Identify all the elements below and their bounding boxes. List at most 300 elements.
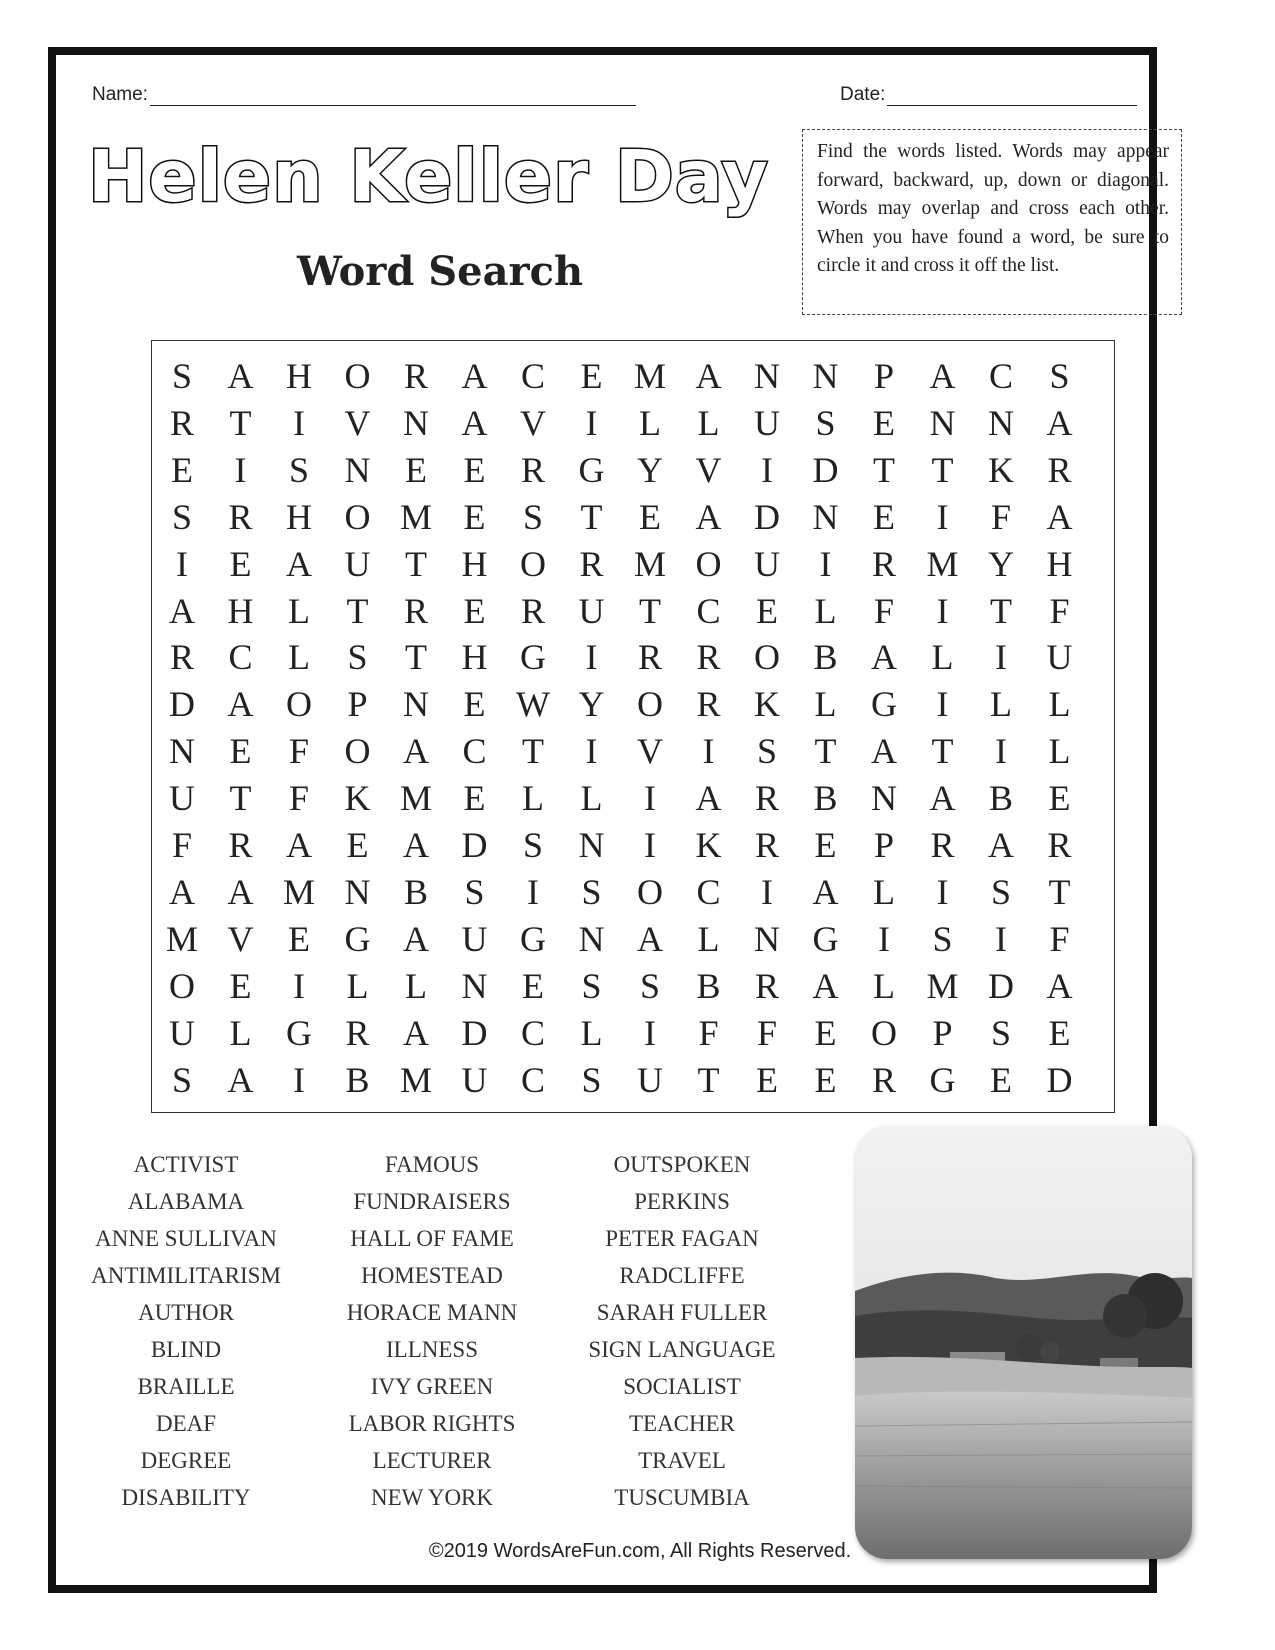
grid-letter[interactable]: I xyxy=(761,449,773,490)
grid-letter[interactable]: G xyxy=(520,637,546,678)
grid-letter[interactable]: N xyxy=(403,684,429,725)
grid-letter[interactable]: N xyxy=(812,356,839,396)
grid-letter[interactable]: S xyxy=(288,449,310,490)
grid-letter[interactable]: G xyxy=(871,684,897,725)
grid-letter[interactable]: I xyxy=(644,1012,656,1053)
grid-letter[interactable]: N xyxy=(169,731,195,772)
grid-letter[interactable]: I xyxy=(936,590,949,631)
grid-letter[interactable]: G xyxy=(344,918,371,959)
grid-letter[interactable]: L xyxy=(1048,684,1071,725)
grid-letter[interactable]: O xyxy=(169,965,195,1006)
grid-letter[interactable]: P xyxy=(347,684,368,725)
date-label: Date: xyxy=(840,84,886,105)
word-item: HALL OF FAME xyxy=(350,1226,514,1251)
grid-letter[interactable]: A xyxy=(695,778,722,819)
grid-letter[interactable]: T xyxy=(522,731,544,772)
grid-letter[interactable]: H xyxy=(461,637,488,678)
grid-letter[interactable]: A xyxy=(695,356,722,396)
grid-letter[interactable]: T xyxy=(1048,871,1071,912)
grid-letter[interactable]: O xyxy=(637,871,663,912)
grid-letter[interactable]: C xyxy=(520,356,545,396)
copyright-text: ©2019 WordsAreFun.com, All Rights Reserved. xyxy=(428,1540,852,1562)
grid-letter[interactable]: L xyxy=(873,871,895,912)
word-item: SIGN LANGUAGE xyxy=(588,1337,776,1362)
grid-letter[interactable]: A xyxy=(988,825,1014,865)
grid-letter[interactable]: B xyxy=(345,1059,370,1100)
grid-letter[interactable]: U xyxy=(754,543,780,584)
grid-letter[interactable]: L xyxy=(931,637,954,678)
grid-letter[interactable]: V xyxy=(637,731,663,772)
grid-letter[interactable]: A xyxy=(929,356,956,396)
word-list-column-3 xyxy=(562,1146,802,1516)
grid-letter[interactable]: L xyxy=(288,637,310,678)
grid-letter[interactable]: C xyxy=(520,1012,545,1053)
word-item: NEW YORK xyxy=(370,1485,494,1510)
grid-letter[interactable]: E xyxy=(1048,778,1071,819)
grid-letter[interactable]: H xyxy=(286,356,312,396)
grid-letter[interactable]: T xyxy=(639,590,661,631)
grid-letter[interactable]: A xyxy=(461,356,488,396)
word-item: PETER FAGAN xyxy=(605,1226,759,1251)
grid-letter[interactable]: P xyxy=(873,825,895,865)
grid-letter[interactable]: L xyxy=(873,965,895,1006)
word-item: SOCIALIST xyxy=(623,1374,741,1399)
grid-letter[interactable]: R xyxy=(696,684,721,725)
word-item: ILLNESS xyxy=(386,1337,478,1362)
grid-letter[interactable]: T xyxy=(229,778,252,819)
grid-letter[interactable]: N xyxy=(578,825,605,865)
grid-letter[interactable]: V xyxy=(520,402,546,443)
grid-letter[interactable]: S xyxy=(815,402,836,443)
grid-letter[interactable]: T xyxy=(405,637,427,678)
word-item: PERKINS xyxy=(634,1189,730,1214)
grid-letter[interactable]: A xyxy=(871,731,897,772)
grid-letter[interactable]: L xyxy=(697,402,720,443)
word-list-column-2 xyxy=(312,1146,552,1516)
grid-letter[interactable]: R xyxy=(637,637,662,678)
grid-letter[interactable]: E xyxy=(171,449,193,490)
word-item: SARAH FULLER xyxy=(596,1300,768,1325)
grid-letter[interactable]: T xyxy=(580,496,603,537)
word-item: AUTHOR xyxy=(138,1300,234,1325)
grid-letter[interactable]: E xyxy=(814,1059,837,1100)
grid-letter[interactable]: B xyxy=(403,871,428,912)
grid-letter[interactable]: O xyxy=(344,496,371,537)
grid-letter[interactable]: R xyxy=(1047,825,1072,865)
grid-letter[interactable]: D xyxy=(812,449,839,490)
grid-letter[interactable]: U xyxy=(461,918,488,959)
grid-letter[interactable]: A xyxy=(929,778,956,819)
grid-letter[interactable]: E xyxy=(463,496,486,537)
word-item: TRAVEL xyxy=(638,1448,726,1473)
grid-letter[interactable]: A xyxy=(286,825,312,865)
grid-letter[interactable]: R xyxy=(754,965,779,1006)
word-item: FUNDRAISERS xyxy=(353,1189,511,1214)
grid-letter[interactable]: E xyxy=(756,590,778,631)
grid-letter[interactable]: E xyxy=(463,590,486,631)
grid-letter[interactable]: O xyxy=(637,684,663,725)
grid-letter[interactable]: D xyxy=(461,825,488,865)
word-item: OUTSPOKEN xyxy=(613,1152,751,1177)
word-item: LECTURER xyxy=(372,1448,492,1473)
grid-letter[interactable]: E xyxy=(814,1012,837,1053)
grid-letter[interactable]: L xyxy=(580,778,603,819)
grid-letter[interactable]: R xyxy=(169,637,194,678)
grid-letter[interactable]: M xyxy=(282,871,315,912)
word-search-grid[interactable] xyxy=(151,340,1115,1113)
grid-letter[interactable]: E xyxy=(873,402,895,443)
grid-letter[interactable]: A xyxy=(227,684,254,725)
grid-letter[interactable]: L xyxy=(990,684,1012,725)
grid-letter[interactable]: U xyxy=(461,1059,488,1100)
grid-letter[interactable]: R xyxy=(345,1012,370,1053)
grid-letter[interactable]: F xyxy=(1049,590,1070,631)
grid-letter[interactable]: R xyxy=(871,1059,896,1100)
grid-letter[interactable]: A xyxy=(812,965,839,1006)
word-item: TEACHER xyxy=(628,1411,736,1436)
grid-letter[interactable]: F xyxy=(698,1012,719,1053)
grid-letter[interactable]: N xyxy=(344,871,371,912)
grid-letter[interactable]: A xyxy=(1046,965,1073,1006)
grid-letter[interactable]: E xyxy=(990,1059,1012,1100)
grid-letter[interactable]: N xyxy=(929,402,956,443)
grid-letter[interactable]: M xyxy=(633,356,666,396)
grid-letter[interactable]: E xyxy=(229,965,252,1006)
grid-letter[interactable]: A xyxy=(871,637,897,678)
grid-letter[interactable]: R xyxy=(754,778,779,819)
grid-letter[interactable]: I xyxy=(995,731,1007,772)
grid-letter[interactable]: U xyxy=(578,590,605,631)
grid-letter[interactable]: I xyxy=(585,731,598,772)
grid-letter[interactable]: E xyxy=(1048,1012,1071,1053)
grid-letter[interactable]: E xyxy=(639,496,661,537)
grid-letter[interactable]: W xyxy=(516,684,550,725)
grid-letter[interactable]: I xyxy=(293,1059,305,1100)
grid-letter[interactable]: I xyxy=(819,543,832,584)
grid-letter[interactable]: C xyxy=(462,731,487,772)
name-label: Name: xyxy=(92,84,148,105)
grid-letter[interactable]: I xyxy=(702,731,715,772)
grid-letter[interactable]: A xyxy=(695,496,722,537)
grid-letter[interactable]: O xyxy=(344,731,371,772)
grid-letter[interactable]: V xyxy=(227,918,254,959)
word-item: ANNE SULLIVAN xyxy=(95,1226,277,1251)
grid-letter[interactable]: E xyxy=(463,449,486,490)
grid-letter[interactable]: F xyxy=(756,1012,778,1053)
grid-letter[interactable]: S xyxy=(932,918,953,959)
grid-letter[interactable]: K xyxy=(344,778,371,819)
grid-letter[interactable]: M xyxy=(926,543,959,584)
grid-letter[interactable]: K xyxy=(988,449,1014,490)
grid-letter[interactable]: S xyxy=(756,731,778,772)
grid-letter[interactable]: H xyxy=(286,496,312,537)
grid-letter[interactable]: A xyxy=(461,402,488,443)
grid-letter[interactable]: N xyxy=(754,356,780,396)
instructions-box: Find the words listed. Words may appear forward, backward, up, down or diagonal. Words may overlap and cross each other. When you have found a word, be sure to circle it and cross it off the list. xyxy=(802,129,1182,315)
grid-letter[interactable]: Y xyxy=(988,543,1014,584)
grid-letter[interactable]: I xyxy=(936,871,949,912)
grid-letter[interactable]: A xyxy=(227,356,254,396)
grid-letter[interactable]: E xyxy=(463,778,486,819)
grid-letter[interactable]: T xyxy=(229,402,252,443)
grid-letter[interactable]: H xyxy=(1046,543,1073,584)
grid-letter[interactable]: H xyxy=(227,590,254,631)
grid-letter[interactable]: S xyxy=(581,871,602,912)
grid-letter[interactable]: N xyxy=(988,402,1014,443)
grid-letter[interactable]: M xyxy=(399,496,432,537)
grid-letter[interactable]: S xyxy=(522,825,544,865)
grid-letter[interactable]: I xyxy=(527,871,539,912)
word-item: HORACE MANN xyxy=(346,1300,518,1325)
grid-letter[interactable]: G xyxy=(286,1012,312,1053)
grid-letter[interactable]: N xyxy=(461,965,488,1006)
grid-letter[interactable]: E xyxy=(288,918,310,959)
grid-letter[interactable]: U xyxy=(1046,637,1073,678)
grid-letter[interactable]: C xyxy=(696,871,721,912)
grid-letter[interactable]: D xyxy=(988,965,1014,1006)
grid-letter[interactable]: E xyxy=(405,449,427,490)
grid-letter[interactable]: M xyxy=(633,543,666,584)
grid-letter[interactable]: B xyxy=(696,965,721,1006)
grid-letter[interactable]: A xyxy=(227,871,254,912)
word-item: RADCLIFFE xyxy=(619,1263,745,1288)
grid-letter[interactable]: G xyxy=(929,1059,956,1100)
name-field[interactable] xyxy=(92,84,636,106)
grid-letter[interactable]: T xyxy=(814,731,837,772)
grid-letter[interactable]: R xyxy=(520,590,545,631)
grid-letter[interactable]: F xyxy=(873,590,895,631)
grid-letter[interactable]: A xyxy=(403,918,429,959)
grid-letter[interactable]: N xyxy=(812,496,839,537)
grid-letter[interactable]: I xyxy=(293,965,305,1006)
grid-letter[interactable]: T xyxy=(873,449,895,490)
grid-letter[interactable]: F xyxy=(990,496,1012,537)
grid-letter[interactable]: A xyxy=(637,918,663,959)
grid-letter[interactable]: M xyxy=(399,778,432,819)
grid-letter[interactable]: D xyxy=(754,496,780,537)
grid-letter[interactable]: C xyxy=(520,1059,545,1100)
grid-letter[interactable]: R xyxy=(169,402,194,443)
grid-letter[interactable]: F xyxy=(288,778,310,819)
grid-letter[interactable]: I xyxy=(995,637,1007,678)
grid-letter[interactable]: S xyxy=(347,637,368,678)
grid-letter[interactable]: A xyxy=(1046,402,1073,443)
grid-letter[interactable]: T xyxy=(405,543,427,584)
grid-letter[interactable]: M xyxy=(399,1059,432,1100)
grid-letter[interactable]: O xyxy=(695,543,722,584)
grid-letter[interactable]: E xyxy=(346,825,369,865)
grid-letter[interactable]: T xyxy=(990,590,1012,631)
grid-letter[interactable]: R xyxy=(754,825,779,865)
grid-letter[interactable]: U xyxy=(754,402,780,443)
grid-letter[interactable]: C xyxy=(988,356,1013,396)
grid-letter[interactable]: D xyxy=(169,684,195,725)
page-subtitle: Word Search xyxy=(296,248,584,295)
word-item: TUSCUMBIA xyxy=(614,1485,750,1510)
word-item: IVY GREEN xyxy=(370,1374,494,1399)
grid-letter[interactable]: V xyxy=(344,402,371,443)
grid-letter[interactable]: L xyxy=(814,684,837,725)
grid-letter[interactable]: N xyxy=(871,778,897,819)
grid-letter[interactable]: D xyxy=(461,1012,488,1053)
grid-letter[interactable]: T xyxy=(931,449,954,490)
word-item: ANTIMILITARISM xyxy=(91,1263,281,1288)
grid-letter[interactable]: L xyxy=(346,965,369,1006)
date-line[interactable] xyxy=(887,85,1137,106)
grid-letter[interactable]: O xyxy=(520,543,546,584)
grid-letter[interactable]: E xyxy=(229,543,252,584)
grid-letter[interactable]: R xyxy=(228,496,253,537)
grid-letter[interactable]: L xyxy=(405,965,427,1006)
grid-letter[interactable]: A xyxy=(812,871,839,912)
grid-letter[interactable]: S xyxy=(1049,356,1070,396)
grid-letter[interactable]: O xyxy=(871,1012,897,1053)
grid-letter[interactable]: N xyxy=(344,449,371,490)
grid-letter[interactable]: I xyxy=(936,684,949,725)
grid-letter[interactable]: E xyxy=(580,356,603,396)
grid-letter[interactable]: U xyxy=(637,1059,663,1100)
grid-letter[interactable]: A xyxy=(403,825,429,865)
grid-letter[interactable]: E xyxy=(814,825,837,865)
grid-letter[interactable]: S xyxy=(171,496,193,537)
grid-letter[interactable]: D xyxy=(1046,1059,1073,1100)
date-field[interactable] xyxy=(840,84,1137,106)
grid-letter[interactable]: S xyxy=(990,871,1012,912)
grid-letter[interactable]: T xyxy=(697,1059,720,1100)
grid-letter[interactable]: P xyxy=(873,356,895,396)
word-item: LABOR RIGHTS xyxy=(348,1411,516,1436)
grid-letter[interactable]: G xyxy=(812,918,839,959)
grid-letter[interactable]: C xyxy=(228,637,253,678)
word-item: FAMOUS xyxy=(384,1152,480,1177)
grid-letter[interactable]: S xyxy=(464,871,485,912)
grid-letter[interactable]: S xyxy=(990,1012,1012,1053)
grid-letter[interactable]: O xyxy=(754,637,780,678)
word-item: DEAF xyxy=(155,1411,217,1436)
grid-letter[interactable]: A xyxy=(227,1059,254,1100)
grid-letter[interactable]: S xyxy=(171,1059,193,1100)
grid-letter[interactable]: L xyxy=(639,402,661,443)
word-item: DISABILITY xyxy=(121,1485,251,1510)
grid-letter[interactable]: E xyxy=(522,965,544,1006)
grid-letter[interactable]: M xyxy=(926,965,959,1006)
grid-letter[interactable]: L xyxy=(1048,731,1071,772)
grid-letter[interactable]: L xyxy=(697,918,720,959)
grid-letter[interactable]: O xyxy=(286,684,312,725)
grid-letter[interactable]: V xyxy=(695,449,722,490)
grid-letter[interactable]: S xyxy=(171,356,193,396)
grid-letter[interactable]: U xyxy=(344,543,371,584)
grid-letter[interactable]: E xyxy=(756,1059,778,1100)
grid-letter[interactable]: K xyxy=(695,825,722,865)
grid-letter[interactable]: I xyxy=(585,637,598,678)
grid-letter[interactable]: G xyxy=(578,449,605,490)
grid-letter[interactable]: S xyxy=(581,965,602,1006)
word-item: BLIND xyxy=(150,1337,222,1362)
name-line[interactable] xyxy=(150,85,636,106)
grid-letter[interactable]: L xyxy=(814,590,837,631)
grid-letter[interactable]: H xyxy=(461,543,488,584)
grid-letter[interactable]: U xyxy=(169,778,195,819)
grid-letter[interactable]: A xyxy=(1046,496,1073,537)
grid-letter[interactable]: I xyxy=(176,543,188,584)
grid-letter[interactable]: A xyxy=(169,590,195,631)
grid-letter[interactable]: F xyxy=(288,731,310,772)
grid-letter[interactable]: R xyxy=(579,543,604,584)
grid-letter[interactable]: M xyxy=(165,918,198,959)
grid-letter[interactable]: I xyxy=(585,402,598,443)
grid-letter[interactable]: R xyxy=(1047,449,1072,490)
grid-letter[interactable]: I xyxy=(761,871,773,912)
word-item: ALABAMA xyxy=(127,1189,245,1214)
word-item: ACTIVIST xyxy=(133,1152,239,1177)
grid-letter[interactable]: I xyxy=(644,778,656,819)
grid-letter[interactable]: S xyxy=(639,965,661,1006)
grid-letter[interactable]: E xyxy=(463,684,486,725)
grid-letter[interactable]: A xyxy=(286,543,312,584)
grid-letter[interactable]: L xyxy=(580,1012,603,1053)
grid-letter[interactable]: N xyxy=(578,918,605,959)
grid-letter[interactable]: A xyxy=(403,731,429,772)
grid-letter[interactable]: R xyxy=(696,637,721,678)
grid-letter[interactable]: I xyxy=(936,496,949,537)
grid-letter[interactable]: U xyxy=(169,1012,195,1053)
grid-letter[interactable]: P xyxy=(932,1012,953,1053)
word-item: DEGREE xyxy=(140,1448,232,1473)
grid-letter[interactable]: Y xyxy=(637,449,663,490)
grid-letter[interactable]: R xyxy=(403,590,428,631)
grid-letter[interactable]: B xyxy=(988,778,1013,819)
grid-letter[interactable]: R xyxy=(520,449,545,490)
grid-letter[interactable]: T xyxy=(346,590,369,631)
grid-letter[interactable]: L xyxy=(522,778,544,819)
grid-letter[interactable]: I xyxy=(644,825,656,865)
grid-letter[interactable]: G xyxy=(520,918,546,959)
word-list-column-1 xyxy=(66,1146,306,1516)
grid-letter[interactable]: F xyxy=(1049,918,1070,959)
grid-letter[interactable]: O xyxy=(344,356,371,396)
grid-letter[interactable]: I xyxy=(995,918,1007,959)
word-item: HOMESTEAD xyxy=(361,1263,503,1288)
grid-letter[interactable]: S xyxy=(581,1059,602,1100)
grid-letter[interactable]: B xyxy=(813,778,838,819)
grid-letter[interactable]: R xyxy=(228,825,253,865)
grid-letter[interactable]: I xyxy=(293,402,305,443)
grid-letter[interactable]: F xyxy=(171,825,193,865)
grid-letter[interactable]: S xyxy=(522,496,544,537)
grid-letter[interactable]: T xyxy=(931,731,954,772)
grid-letter[interactable]: L xyxy=(229,1012,252,1053)
grid-letter[interactable]: A xyxy=(403,1012,429,1053)
grid-letter[interactable]: N xyxy=(403,402,429,443)
grid-letter[interactable]: E xyxy=(873,496,895,537)
grid-letter[interactable]: R xyxy=(403,356,428,396)
grid-letter[interactable]: L xyxy=(288,590,310,631)
grid-letter[interactable]: K xyxy=(754,684,780,725)
grid-letter[interactable]: E xyxy=(229,731,252,772)
grid-letter[interactable]: R xyxy=(871,543,896,584)
page-title: Helen Keller Day xyxy=(88,135,769,218)
grid-letter[interactable]: I xyxy=(878,918,890,959)
grid-letter[interactable]: R xyxy=(930,825,955,865)
grid-letter[interactable]: C xyxy=(696,590,721,631)
grid-letter[interactable]: B xyxy=(813,637,838,678)
word-item: BRAILLE xyxy=(137,1374,235,1399)
grid-letter[interactable]: I xyxy=(234,449,247,490)
grid-letter[interactable]: N xyxy=(754,918,780,959)
grid-letter[interactable]: A xyxy=(169,871,195,912)
grid-letter[interactable]: Y xyxy=(578,684,605,725)
